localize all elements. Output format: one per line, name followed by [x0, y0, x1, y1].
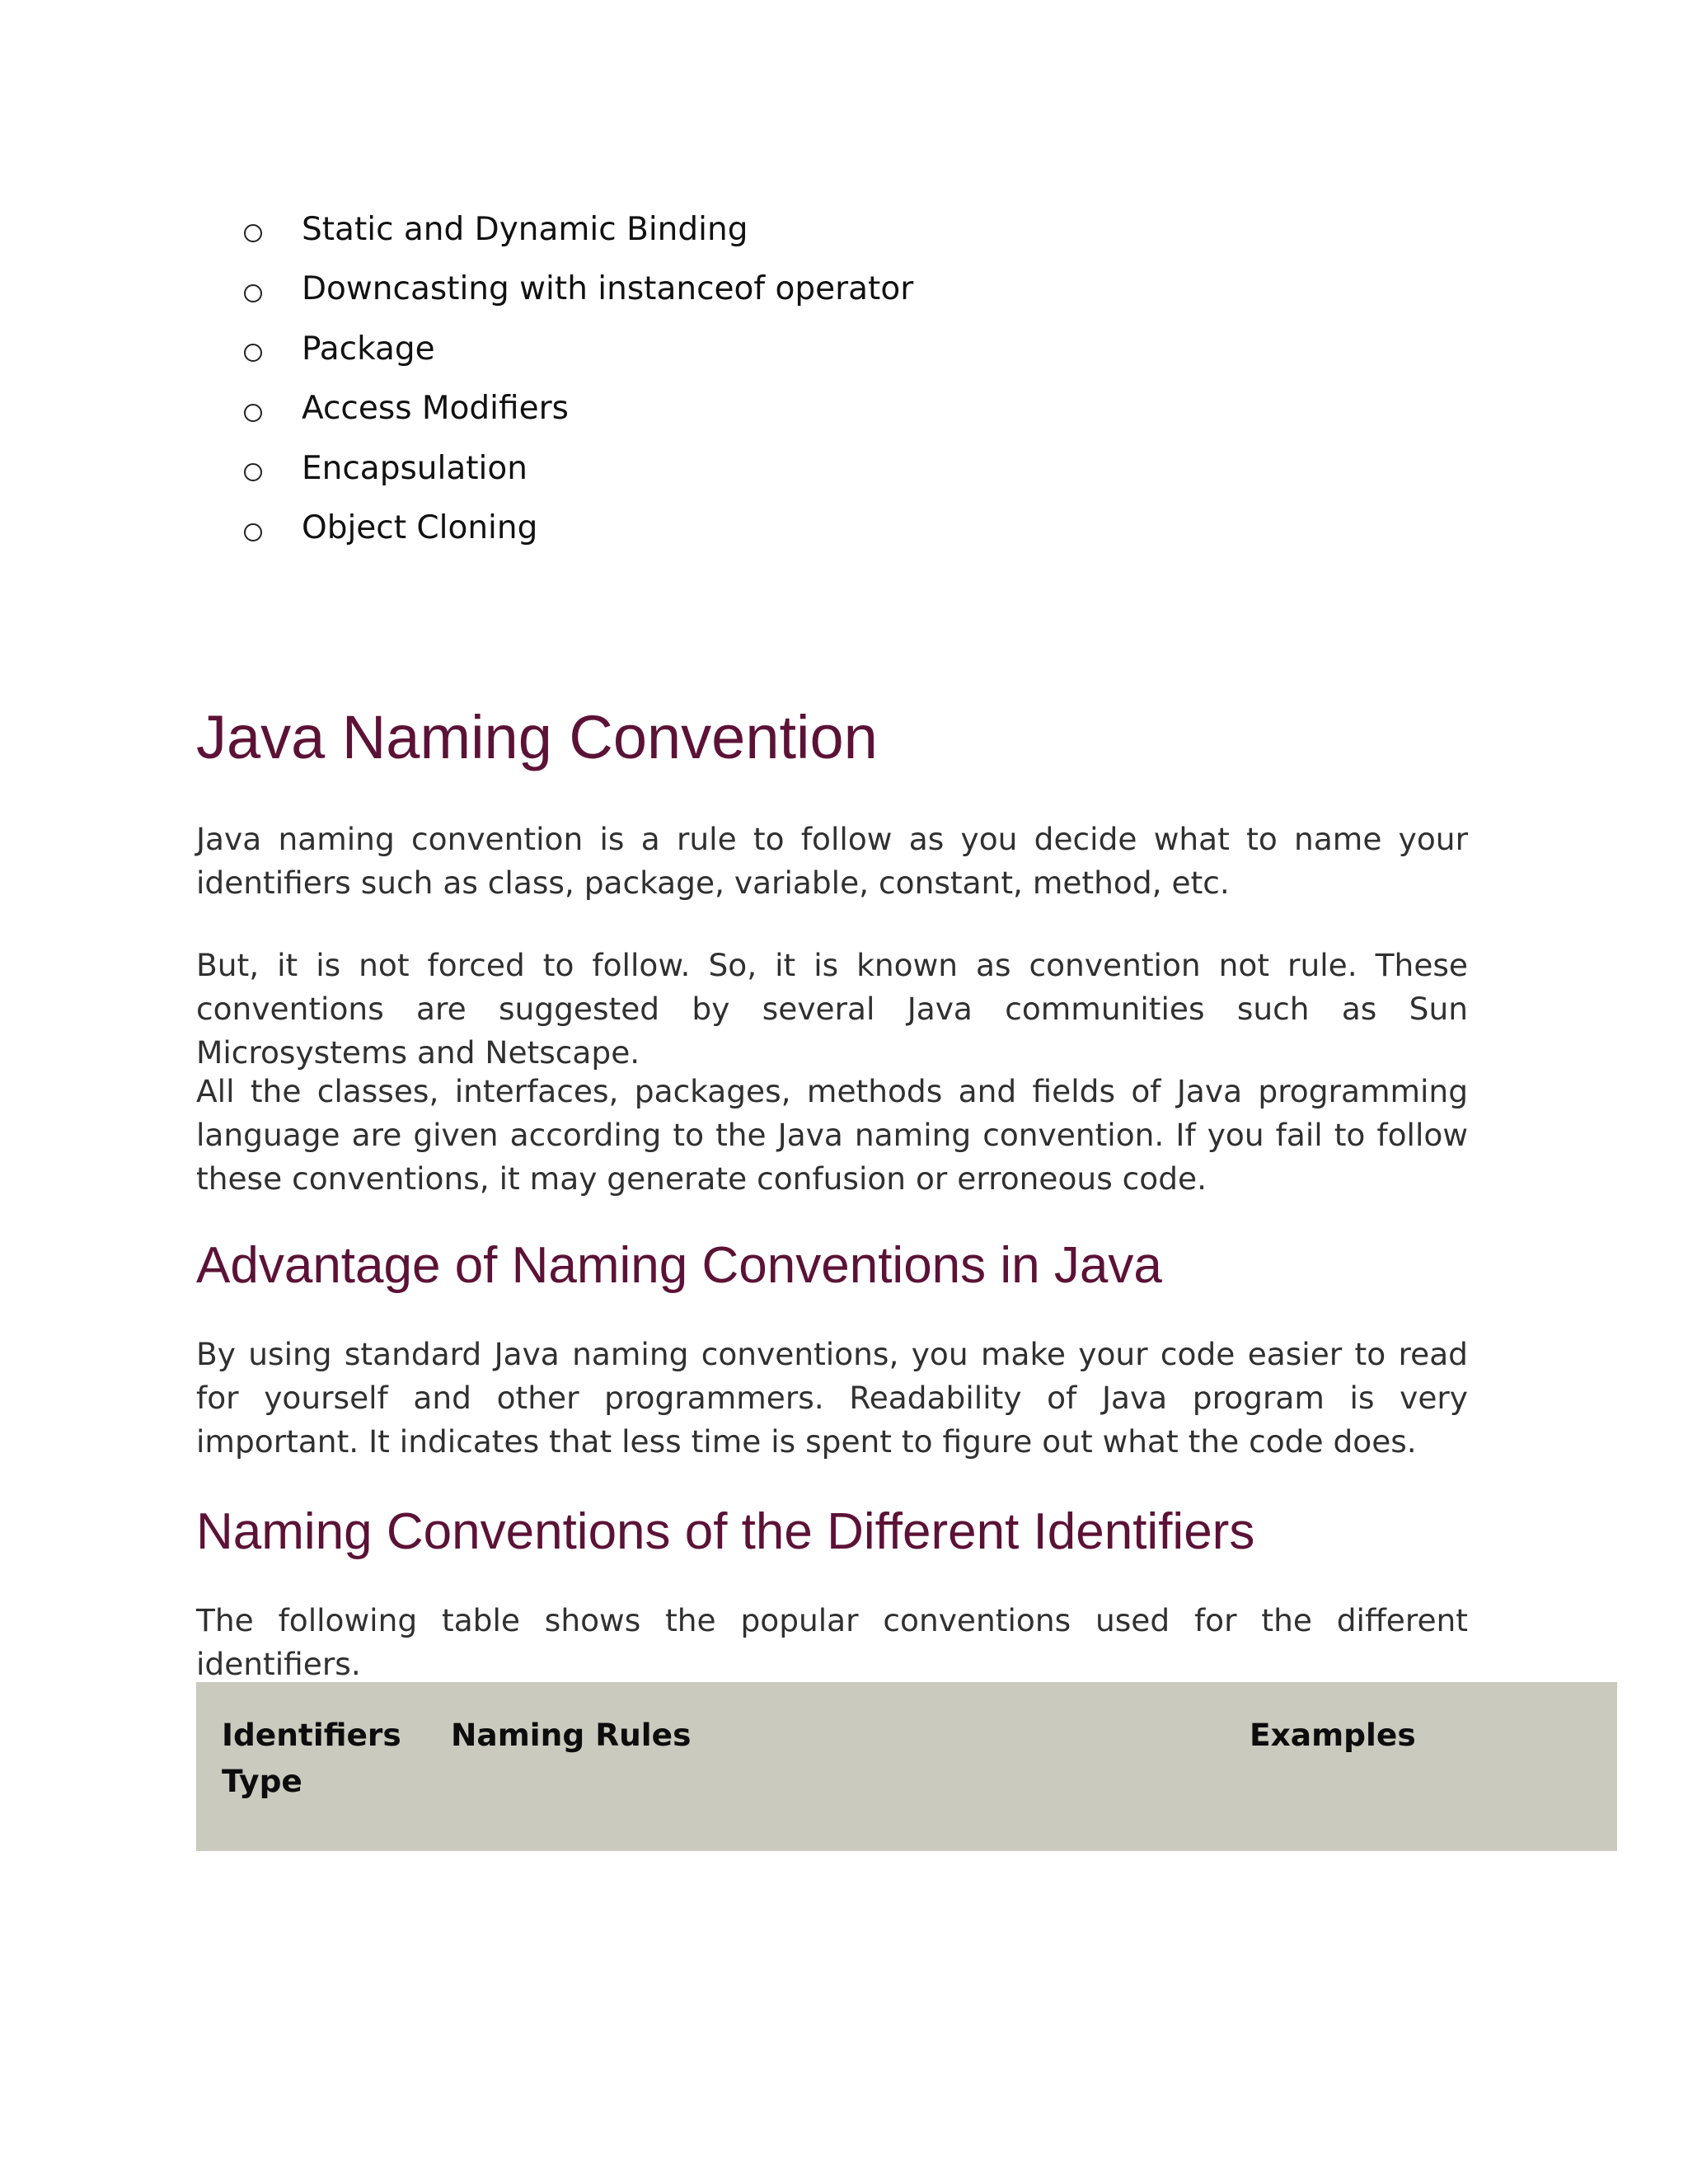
list-item: [244, 260, 913, 320]
list-item-label: Object Cloning: [302, 509, 538, 547]
list-item: [244, 379, 913, 439]
list-item-label: Static and Dynamic Binding: [302, 210, 748, 248]
list-item: [244, 499, 913, 559]
list-item: [244, 438, 913, 499]
column-header-identifiers-type: Identifiers Type: [222, 1717, 401, 1799]
list-item-label: Access Modifiers: [302, 390, 569, 428]
hollow-circle-bullet-icon: [244, 523, 262, 541]
paragraph-table-intro: The following table shows the popular conventions used for the different identifiers.: [196, 1602, 1468, 1682]
hollow-circle-bullet-icon: [244, 344, 262, 362]
list-item-label: Downcasting with instanceof operator: [302, 270, 914, 308]
paragraph-classes-interfaces: All the classes, interfaces, packages, methods and fields of Java programming language are given according to the Java naming convention. If you fail to follow these conventions, it may generate confusion or erroneous code.: [196, 1073, 1468, 1197]
section-title-identifiers: Naming Conventions of the Different Identifiers: [196, 1503, 1255, 1560]
paragraph-not-forced: But, it is not forced to follow. So, it is known as convention not rule. These conventions are suggested by several Java communities such as Sun Microsystems and Netscape.: [196, 947, 1468, 1071]
topics-list: [244, 199, 913, 558]
hollow-circle-bullet-icon: [244, 284, 262, 302]
section-title-advantage: Advantage of Naming Conventions in Java: [196, 1237, 1162, 1294]
list-item: [244, 319, 913, 379]
paragraph-intro: Java naming convention is a rule to follow as you decide what to name your identifiers such as class, package, variable, constant, method, etc.: [196, 821, 1468, 901]
hollow-circle-bullet-icon: [244, 224, 262, 242]
hollow-circle-bullet-icon: [244, 463, 262, 481]
hollow-circle-bullet-icon: [244, 404, 262, 422]
list-item-label: Encapsulation: [302, 449, 528, 487]
paragraph-advantage: By using standard Java naming conventions, you make your code easier to read for yourself and other programmers. Readability of Java program is very important. It indicates that less time is spent to figure out what the code does.: [196, 1336, 1468, 1460]
conventions-table-header: [196, 1682, 1617, 1851]
list-item-label: Package: [302, 330, 435, 368]
column-header-examples: Examples: [1250, 1717, 1416, 1753]
list-item: [244, 199, 913, 260]
column-header-naming-rules: Naming Rules: [451, 1717, 692, 1753]
section-title-naming-convention: Java Naming Convention: [196, 703, 878, 771]
